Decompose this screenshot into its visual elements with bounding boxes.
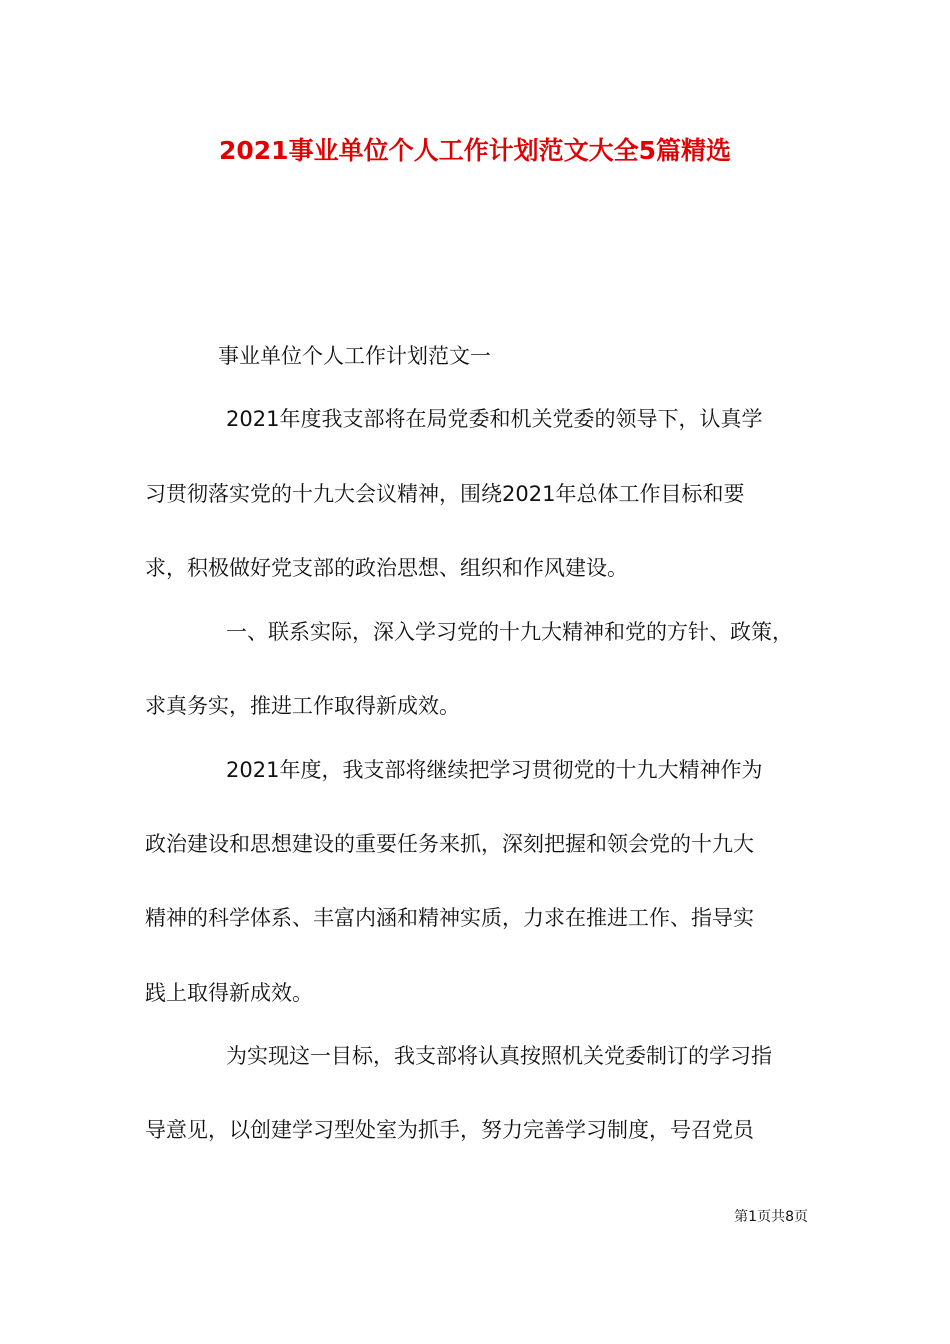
paragraph-line: 精神的科学体系、丰富内涵和精神实质，力求在推进工作、指导实 bbox=[145, 906, 754, 930]
section-heading: 事业单位个人工作计划范文一 bbox=[218, 344, 491, 368]
document-title: 2021事业单位个人工作计划范文大全5篇精选 bbox=[219, 136, 731, 165]
paragraph-line: 践上取得新成效。 bbox=[145, 981, 313, 1005]
page-number: 第1页共8页 bbox=[734, 1209, 808, 1225]
paragraph-line: 求真务实，推进工作取得新成效。 bbox=[145, 694, 460, 718]
paragraph-line: 求，积极做好党支部的政治思想、组织和作风建设。 bbox=[145, 556, 628, 580]
paragraph-line: 一、联系实际，深入学习党的十九大精神和党的方针、政策， bbox=[226, 620, 793, 644]
paragraph-line: 为实现这一目标，我支部将认真按照机关党委制订的学习指 bbox=[226, 1044, 772, 1068]
paragraph-line: 2021年度我支部将在局党委和机关党委的领导下，认真学 bbox=[226, 407, 763, 431]
paragraph-line: 2021年度，我支部将继续把学习贯彻党的十九大精神作为 bbox=[226, 758, 763, 782]
paragraph-line: 导意见，以创建学习型处室为抓手，努力完善学习制度，号召党员 bbox=[145, 1118, 754, 1142]
paragraph-line: 政治建设和思想建设的重要任务来抓，深刻把握和领会党的十九大 bbox=[145, 832, 754, 856]
paragraph-line: 习贯彻落实党的十九大会议精神，围绕2021年总体工作目标和要 bbox=[145, 482, 745, 506]
